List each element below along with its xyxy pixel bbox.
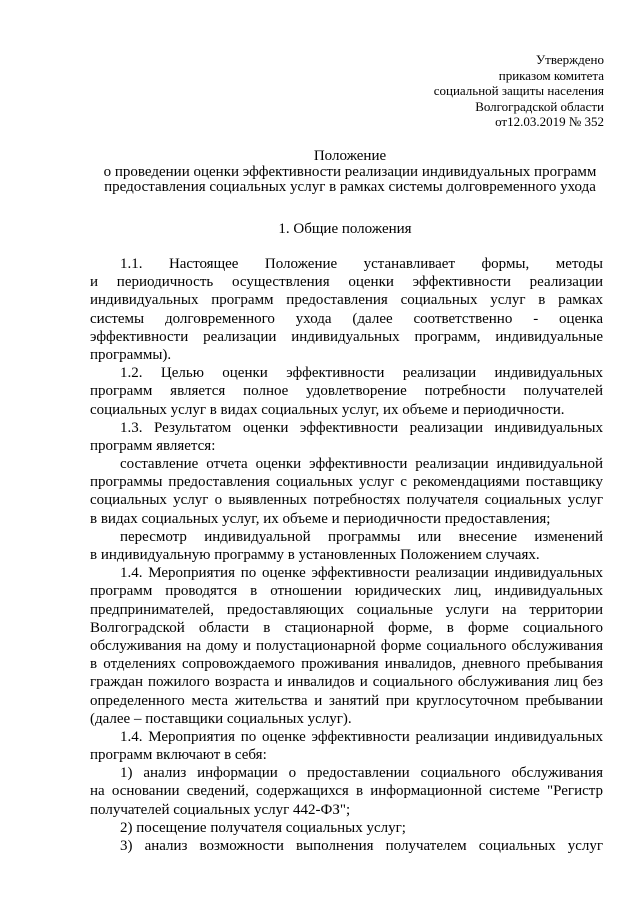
paragraph-line: и периодичность осуществления оценки эффективности реализации [90,274,603,291]
paragraph-line: пересмотр индивидуальной программы или внесение изменений [120,528,603,545]
paragraph-line: предпринимателей, предоставляющих социальные услуги на территории [90,601,603,618]
paragraph-line: индивидуальных программ предоставления социальных услуг в рамках [90,292,603,309]
approval-stamp [434,52,604,130]
paragraph-line: 2) посещение получателя социальных услуг; [120,819,406,836]
title-line: Положение [313,148,387,164]
approval-line: Утверждено [535,52,604,67]
paragraph-line: 1.2. Целью оценки эффективности реализации индивидуальных [120,365,603,382]
paragraph-line: получателей социальных услуг 442-ФЗ"; [90,801,351,818]
paragraph-line: 1) анализ информации о предоставлении социального обслуживания [120,765,603,782]
paragraph-line: Волгоградской области в стационарной форме, в форме социального [90,619,603,636]
approval-line: приказом комитета [498,67,604,83]
approval-line: от12.03.2019 № 352 [495,114,604,129]
body-text [90,255,603,855]
paragraph-line: социальных услуг о выявленных потребностях получателя социальных услуг [90,492,603,509]
paragraph-line: 1.3. Результатом оценки эффективности реализации индивидуальных [120,419,603,436]
paragraph-line: программ включают в себя: [90,747,267,764]
paragraph-line: обслуживания на дому и полустационарной форме социального обслуживания [90,637,603,654]
paragraph-line: 3) анализ возможности выполнения получателем социальных услуг [120,838,603,854]
paragraph-line: на основании сведений, содержащихся в информационной системе "Регистр [90,783,603,800]
paragraph-line: программ является: [90,437,216,454]
paragraph-line: социальных услуг в видах социальных услуг, их объеме и периодичности. [90,401,565,418]
section-heading: 1. Общие положения [278,221,412,237]
paragraph-line: в отделениях сопровождаемого проживания инвалидов, дневного пребывания [90,656,603,673]
approval-line: социальной защиты населения [433,83,604,98]
paragraph-line: составление отчета оценки эффективности реализации индивидуальной [120,456,603,473]
paragraph-line: в индивидуальную программу в установленных Положением случаях. [90,547,540,563]
paragraph-line: граждан пожилого возраста и инвалидов и социального обслуживания лиц без [90,674,603,691]
paragraph-line: в видах социальных услуг, их объеме и периодичности предоставления; [90,510,551,527]
document-title [70,149,630,196]
paragraph-line: 1.1. Настоящее Положение устанавливает формы, методы [120,256,603,272]
paragraph-line: программ является полное удовлетворение потребности получателей [90,383,603,400]
paragraph-line: (далее – поставщики социальных услуг). [90,710,352,727]
paragraph-line: системы долговременного ухода (далее соответственно - оценка [90,310,603,327]
paragraph-line: 1.4. Мероприятия по оценке эффективности реализации индивидуальных [120,565,603,582]
paragraph-line: программы предоставления социальных услуг с рекомендациями поставщику [90,474,603,491]
paragraph-line: программ проводятся в отношении юридических лиц, индивидуальных [90,583,603,600]
title-line: о проведении оценки эффективности реализации индивидуальных программ [103,163,597,180]
paragraph-line: определенного места жительства и занятий при круглосуточном пребывании [90,692,603,709]
approval-line: Волгоградской области [475,98,604,114]
paragraph-line: эффективности реализации индивидуальных программ, индивидуальные [90,328,603,345]
paragraph-line: программы). [90,346,172,363]
title-line: предоставления социальных услуг в рамках системы долговременного ухода [104,179,596,195]
paragraph-line: 1.4. Мероприятия по оценке эффективности реализации индивидуальных [120,728,603,745]
